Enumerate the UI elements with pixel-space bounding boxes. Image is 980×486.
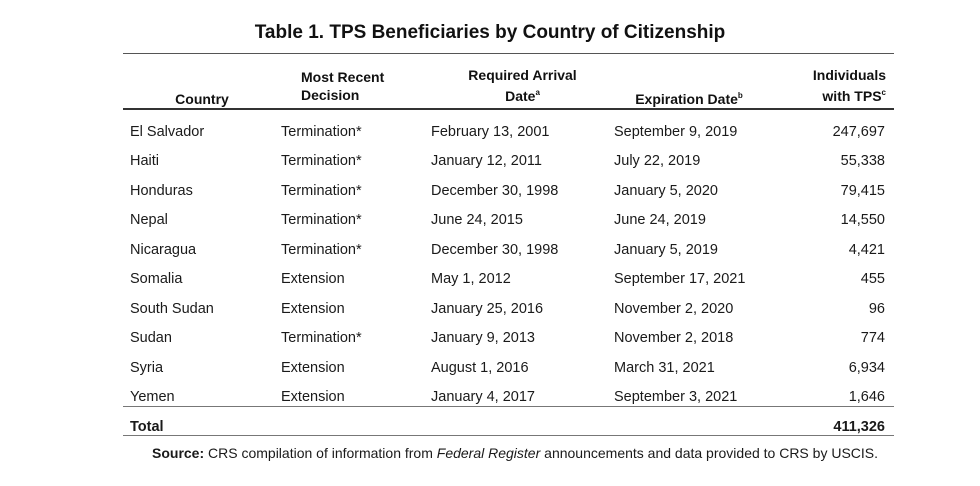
cell-arrival-date: December 30, 1998	[431, 241, 559, 258]
footnote-a: a	[535, 88, 540, 97]
cell-decision: Termination*	[281, 212, 362, 229]
table-title: Table 1. TPS Beneficiaries by Country of Citizenship	[254, 22, 726, 43]
cell-country: Yemen	[130, 389, 175, 406]
table-row	[123, 176, 894, 206]
total-label: Total	[130, 419, 164, 435]
cell-individuals: 1,646	[848, 389, 885, 406]
cell-arrival-date: December 30, 1998	[431, 182, 559, 199]
header-expiration-label: Expiration Date	[635, 91, 738, 107]
source-text-after: announcements and data provided to CRS by USCIS.	[540, 445, 879, 461]
cell-country: Haiti	[130, 153, 160, 170]
cell-individuals: 14,550	[840, 212, 885, 229]
cell-expiration-date: September 3, 2021	[614, 389, 738, 406]
cell-arrival-date: January 25, 2016	[431, 300, 544, 317]
header-decision	[281, 54, 431, 117]
cell-expiration-date: January 5, 2019	[614, 241, 718, 258]
cell-decision: Termination*	[281, 330, 362, 347]
table-row	[123, 383, 894, 413]
cell-expiration-date: September 17, 2021	[614, 271, 746, 288]
cell-decision: Extension	[281, 300, 345, 317]
tps-table	[123, 54, 894, 442]
cell-expiration-date: September 9, 2019	[614, 123, 738, 140]
cell-individuals: 79,415	[840, 182, 885, 199]
cell-expiration-date: March 31, 2021	[614, 359, 715, 376]
source-text-before: CRS compilation of information from	[204, 445, 437, 461]
cell-country: Nicaragua	[130, 241, 197, 258]
header-country: Country	[175, 91, 229, 107]
cell-individuals: 247,697	[832, 123, 885, 140]
table-row	[123, 353, 894, 383]
cell-decision: Termination*	[281, 123, 362, 140]
header-arrival	[431, 54, 614, 117]
cell-country: Somalia	[130, 271, 183, 288]
cell-individuals: 96	[868, 300, 885, 317]
header-individuals-line2: with TPS	[822, 88, 882, 104]
cell-decision: Termination*	[281, 241, 362, 258]
cell-expiration-date: June 24, 2019	[614, 212, 706, 229]
cell-individuals: 455	[860, 271, 885, 288]
cell-expiration-date: July 22, 2019	[614, 153, 701, 170]
source-note	[152, 444, 882, 463]
table-row	[123, 265, 894, 295]
table-row	[123, 147, 894, 177]
source-label: Source:	[152, 445, 205, 461]
total-row	[123, 412, 894, 442]
footnote-c: c	[881, 88, 886, 97]
table-row	[123, 206, 894, 236]
header-individuals-line1: Individuals	[812, 67, 886, 83]
cell-country: Honduras	[130, 182, 193, 199]
table-row	[123, 235, 894, 265]
cell-country: South Sudan	[130, 300, 214, 317]
cell-individuals: 55,338	[840, 153, 885, 170]
header-arrival-line1: Required Arrival	[468, 67, 577, 83]
cell-decision: Extension	[281, 271, 345, 288]
cell-country: Nepal	[130, 212, 168, 229]
table-row	[123, 324, 894, 354]
cell-individuals: 6,934	[848, 359, 885, 376]
cell-arrival-date: January 9, 2013	[431, 330, 535, 347]
header-arrival-line2: Date	[505, 88, 536, 104]
cell-decision: Termination*	[281, 153, 362, 170]
table-row	[123, 117, 894, 147]
cell-country: Syria	[130, 359, 164, 376]
cell-arrival-date: February 13, 2001	[431, 123, 550, 140]
cell-expiration-date: January 5, 2020	[614, 182, 718, 199]
cell-decision: Extension	[281, 389, 345, 406]
cell-country: Sudan	[130, 330, 172, 347]
cell-expiration-date: November 2, 2018	[614, 330, 734, 347]
cell-individuals: 4,421	[848, 241, 885, 258]
cell-arrival-date: June 24, 2015	[431, 212, 523, 229]
header-individuals	[764, 54, 894, 117]
cell-decision: Termination*	[281, 182, 362, 199]
cell-individuals: 774	[860, 330, 885, 347]
cell-decision: Extension	[281, 359, 345, 376]
source-italic: Federal Register	[436, 445, 541, 461]
cell-country: El Salvador	[130, 123, 205, 140]
total-value: 411,326	[833, 419, 885, 435]
cell-arrival-date: August 1, 2016	[431, 359, 529, 376]
header-decision-line2: Decision	[301, 86, 360, 103]
header-decision-line1: Most Recent	[301, 68, 385, 85]
cell-arrival-date: May 1, 2012	[431, 271, 511, 288]
table-row	[123, 294, 894, 324]
header-row	[123, 54, 894, 117]
cell-arrival-date: January 4, 2017	[431, 389, 535, 406]
header-expiration	[614, 54, 764, 117]
footnote-b: b	[737, 91, 743, 100]
cell-arrival-date: January 12, 2011	[431, 153, 542, 170]
cell-expiration-date: November 2, 2020	[614, 300, 734, 317]
